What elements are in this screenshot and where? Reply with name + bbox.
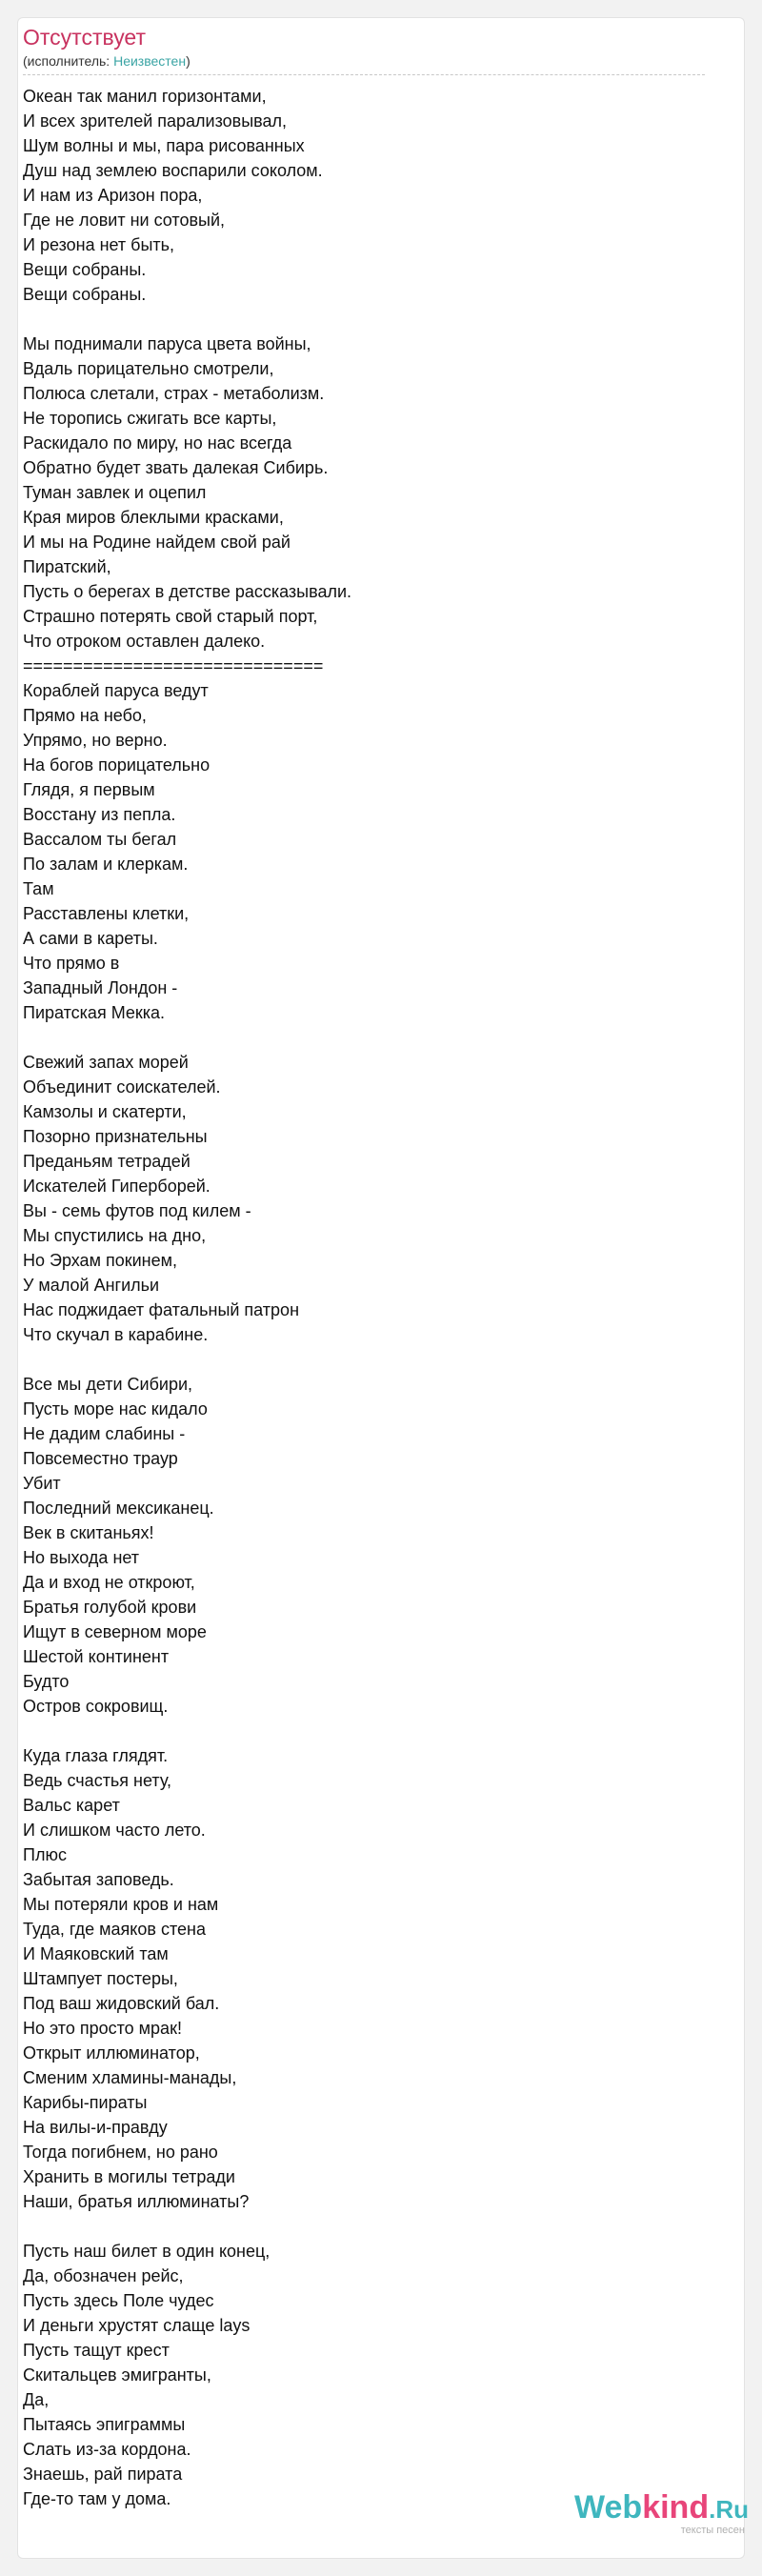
lyric-line: Туман завлек и оцепил — [23, 483, 207, 502]
lyric-line: Обратно будет звать далекая Сибирь. — [23, 458, 329, 477]
lyric-line: Забытая заповедь. — [23, 1870, 174, 1889]
lyric-line: Все мы дети Сибири, — [23, 1375, 193, 1394]
lyric-line: Мы потеряли кров и нам — [23, 1895, 219, 1914]
lyric-line: Вдаль порицательно смотрели, — [23, 359, 274, 378]
logo-ru: .Ru — [709, 2495, 749, 2524]
lyric-line: Полюса слетали, страх - метаболизм. — [23, 384, 325, 403]
title-divider — [23, 74, 705, 75]
lyric-line: Где не ловит ни сотовый, — [23, 211, 226, 230]
lyric-line: Пусть наш билет в один конец, — [23, 2242, 271, 2261]
lyric-line: Остров сокровищ. — [23, 1697, 169, 1716]
lyric-line: Преданьям тетрадей — [23, 1152, 190, 1171]
artist-line — [23, 51, 190, 70]
lyric-line: Свежий запах морей — [23, 1053, 189, 1072]
lyric-line: Слать из-за кордона. — [23, 2440, 191, 2459]
lyric-line: Братья голубой крови — [23, 1598, 197, 1617]
lyric-line: Пусть здесь Поле чудес — [23, 2291, 214, 2310]
lyric-line: У малой Ангильи — [23, 1276, 160, 1295]
lyric-line: Но выхода нет — [23, 1548, 140, 1567]
lyric-line: Не дадим слабины - — [23, 1424, 186, 1443]
lyric-line: И нам из Аризон пора, — [23, 186, 203, 205]
lyric-line: Что отроком оставлен далеко. — [23, 632, 266, 651]
blank-line — [23, 1347, 690, 1372]
lyric-line: Края миров блеклыми красками, — [23, 508, 284, 527]
lyric-line: Да и вход не откроют, — [23, 1573, 195, 1592]
lyric-line: Упрямо, но верно. — [23, 731, 168, 750]
lyric-line: Штампует постеры, — [23, 1969, 178, 1988]
lyric-line: И Маяковский там — [23, 1944, 169, 1963]
lyric-line: По залам и клеркам. — [23, 855, 189, 874]
lyric-line: Где-то там у дома. — [23, 2489, 171, 2508]
site-logo[interactable] — [574, 2490, 749, 2536]
lyric-line: И резона нет быть, — [23, 235, 175, 254]
artist-link[interactable]: Неизвестен — [113, 53, 187, 69]
lyric-line: Пиратская Мекка. — [23, 1003, 166, 1022]
lyric-line: Да, — [23, 2390, 50, 2409]
lyric-line: Век в скитаньях! — [23, 1523, 154, 1542]
lyric-line: На богов порицательно — [23, 755, 211, 775]
lyric-line: Пиратский, — [23, 557, 111, 576]
lyric-line: Скитальцев эмигранты, — [23, 2365, 211, 2385]
lyric-line: Раскидало по миру, но нас всегда — [23, 433, 292, 453]
lyric-line: Шестой континент — [23, 1647, 170, 1666]
lyric-line: Под ваш жидовский бал. — [23, 1994, 220, 2013]
lyric-line: Страшно потерять свой старый порт, — [23, 607, 318, 626]
lyric-line: Наши, братья иллюминаты? — [23, 2192, 250, 2211]
lyric-line: Карибы-пираты — [23, 2093, 148, 2112]
lyric-line: Океан так манил горизонтами, — [23, 87, 267, 106]
lyric-line: Туда, где маяков стена — [23, 1920, 206, 1939]
artist-suffix: ) — [186, 53, 190, 69]
lyric-line: И слишком часто лето. — [23, 1821, 206, 1840]
lyric-line: Тогда погибнем, но рано — [23, 2143, 218, 2162]
lyric-line: Кораблей паруса ведут — [23, 681, 209, 700]
lyric-line: Объединит соискателей. — [23, 1077, 221, 1097]
lyric-line: Ведь счастья нету, — [23, 1771, 172, 1790]
lyric-line: Но это просто мрак! — [23, 2019, 182, 2038]
lyric-line: И всех зрителей парализовывал, — [23, 111, 288, 131]
blank-line — [23, 2214, 690, 2239]
lyric-line: Да, обозначен рейс, — [23, 2266, 184, 2285]
lyric-line: Мы поднимали паруса цвета войны, — [23, 334, 311, 353]
lyric-line: Мы спустились на дно, — [23, 1226, 207, 1245]
artist-prefix: (исполнитель: — [23, 53, 114, 69]
lyric-line: Расставлены клетки, — [23, 904, 190, 923]
lyric-line: Будто — [23, 1672, 70, 1691]
lyric-line: Сменим хламины-манады, — [23, 2068, 237, 2087]
blank-line — [23, 1025, 690, 1050]
lyric-line: И мы на Родине найдем свой рай — [23, 533, 291, 552]
song-title: Отсутствует — [23, 25, 146, 50]
lyric-line: Последний мексиканец. — [23, 1499, 214, 1518]
lyric-line: Знаешь, рай пирата — [23, 2465, 183, 2484]
lyric-line: Куда глаза глядят. — [23, 1746, 169, 1765]
lyric-line: Пусть море нас кидало — [23, 1399, 208, 1419]
lyric-line: Глядя, я первым — [23, 780, 155, 799]
lyrics-text — [23, 84, 690, 2511]
lyric-line: Вассалом ты бегал — [23, 830, 177, 849]
lyric-line: Открыт иллюминатор, — [23, 2043, 200, 2063]
lyric-line: Искателей Гиперборей. — [23, 1177, 211, 1196]
logo-subtitle: тексты песен — [680, 2525, 745, 2536]
lyric-line: Нас поджидает фатальный патрон — [23, 1300, 300, 1319]
lyric-line: Вещи собраны. — [23, 260, 147, 279]
lyric-line: Плюс — [23, 1845, 67, 1864]
blank-line — [23, 307, 690, 332]
lyric-line: Пусть тащут крест — [23, 2341, 170, 2360]
lyric-line: Прямо на небо, — [23, 706, 147, 725]
lyric-line: Вы - семь футов под килем - — [23, 1201, 251, 1220]
lyric-line: И деньги хрустят слаще lays — [23, 2316, 251, 2335]
lyric-line: А сами в кареты. — [23, 929, 158, 948]
logo-kind: kind — [642, 2489, 710, 2526]
lyric-line: Камзолы и скатерти, — [23, 1102, 187, 1121]
lyric-line: Не торопись сжигать все карты, — [23, 409, 277, 428]
lyric-line: Шум волны и мы, пара рисованных — [23, 136, 305, 155]
lyric-line: Хранить в могилы тетради — [23, 2167, 235, 2186]
logo-web: Web — [574, 2489, 643, 2526]
lyric-line: Западный Лондон - — [23, 978, 178, 997]
lyric-line: На вилы-и-правду — [23, 2118, 168, 2137]
lyric-line: Ищут в северном море — [23, 1622, 207, 1641]
lyric-line: Что прямо в — [23, 954, 120, 973]
lyric-line: Там — [23, 879, 54, 898]
lyric-line: Вещи собраны. — [23, 285, 147, 304]
lyric-line: Убит — [23, 1474, 61, 1493]
lyric-line: Но Эрхам покинем, — [23, 1251, 177, 1270]
lyric-line: Душ над землею воспарили соколом. — [23, 161, 323, 180]
lyric-line: ============================== — [23, 656, 324, 675]
lyric-line: Восстану из пепла. — [23, 805, 176, 824]
lyric-line: Пытаясь эпиграммы — [23, 2415, 186, 2434]
lyric-line: Вальс карет — [23, 1796, 120, 1815]
lyric-line: Позорно признательны — [23, 1127, 208, 1146]
lyric-line: Пусть о берегах в детстве рассказывали. — [23, 582, 352, 601]
logo-wordmark — [574, 2490, 749, 2526]
lyric-line: Повсеместно траур — [23, 1449, 178, 1468]
lyric-line: Что скучал в карабине. — [23, 1325, 209, 1344]
blank-line — [23, 1719, 690, 1743]
